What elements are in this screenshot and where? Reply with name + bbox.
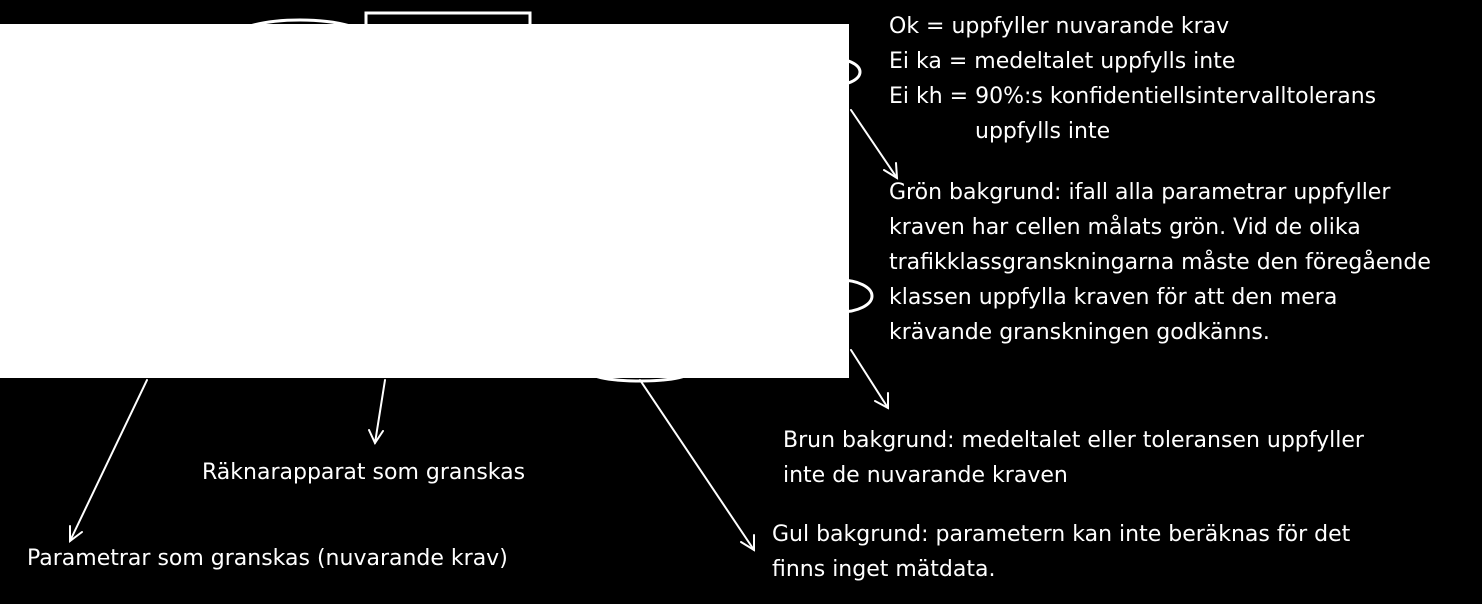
- legend-yellow-background: [772, 517, 1350, 587]
- arrow-to-yellow-legend: [640, 380, 754, 550]
- legend-status-line: Ei kh = 90%:s konfidentiellsintervalltolerans: [889, 84, 1377, 109]
- legend-brown-line: inte de nuvarande kraven: [783, 463, 1068, 488]
- arrow-to-calculator-label: [375, 380, 385, 443]
- legend-green-line: trafikklassgranskningarna måste den föregående: [889, 250, 1431, 275]
- legend-green-line: kraven har cellen målats grön. Vid de olika: [889, 215, 1361, 240]
- label-parameters: [27, 541, 508, 576]
- label-calculator: [202, 455, 525, 490]
- legend-status-line: Ok = uppfyller nuvarande krav: [889, 14, 1230, 39]
- arrowhead-yellow-legend: [741, 535, 754, 550]
- screenshot-placeholder-panel: [0, 24, 849, 378]
- legend-status-line: uppfylls inte: [975, 119, 1111, 144]
- legend-yellow-line: Gul bakgrund: parametern kan inte beräknas för det: [772, 522, 1351, 547]
- legend-brown-line: Brun bakgrund: medeltalet eller toleransen uppfyller: [783, 428, 1364, 453]
- legend-yellow-line: finns inget mätdata.: [772, 557, 996, 582]
- label-parameters-text: Parametrar som granskas (nuvarande krav): [27, 546, 508, 571]
- label-calculator-text: Räknarapparat som granskas: [202, 460, 526, 485]
- legend-green-line: klassen uppfylla kraven för att den mera: [889, 285, 1338, 310]
- legend-status-line: Ei ka = medeltalet uppfylls inte: [889, 49, 1236, 74]
- legend-brown-background: [783, 423, 1364, 493]
- legend-green-line: Grön bakgrund: ifall alla parametrar uppfyller: [889, 180, 1391, 205]
- arrow-to-brown-legend: [851, 350, 888, 408]
- legend-status-codes: [889, 9, 1376, 149]
- arrow-to-parameters-label: [70, 380, 147, 541]
- legend-green-line: krävande granskningen godkänns.: [889, 320, 1270, 345]
- legend-green-background: [889, 175, 1431, 350]
